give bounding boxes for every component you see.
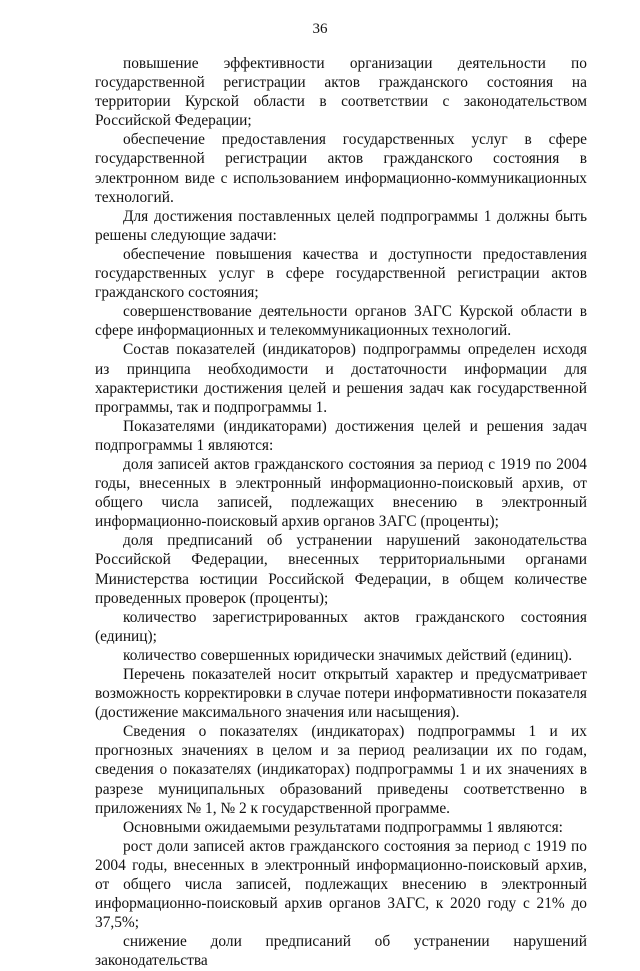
paragraph-indicator-archive-share: доля записей актов гражданского состояния за период с 1919 по 2004 годы, внесенных в электронный информационно-поисковый архив, от общего числа записей, подлежащих внесению в электронный информационно-поисковый архив органов ЗАГС (проценты); xyxy=(95,455,587,531)
paragraph-indicator-registered-acts: количество зарегистрированных актов гражданского состояния (единиц); xyxy=(95,608,587,645)
paragraph-task-quality: обеспечение повышения качества и доступности предоставления государственных услуг в сфере государственной регистрации актов гражданского состояния; xyxy=(95,245,587,302)
paragraph-indicators-appendices: Сведения о показателях (индикаторах) подпрограммы 1 и их прогнозных значениях в целом и за период реализации их по годам, сведения о показателях (индикаторах) подпрограммы 1 и их значениях в разрезе муниципальных образований приведены соответственно в приложениях № 1, № 2 к государственной программе. xyxy=(95,723,587,817)
paragraph-task-it: совершенствование деятельности органов ЗАГС Курской области в сфере информационных и телекоммуникационных технологий. xyxy=(95,303,587,340)
paragraph-indicator-prescriptions: доля предписаний об устранении нарушений законодательства Российской Федерации, внесенных территориальными органами Министерства юстиции Российской Федерации, в общем количестве проведенных проверок (проценты); xyxy=(95,532,587,607)
paragraph-indicators-composition: Состав показателей (индикаторов) подпрограммы определен исходя из принципа необходимости и достаточности информации для характеристики достижения целей и решения задач как государственной программы, так и подпрограммы 1. xyxy=(95,341,587,416)
paragraph-goal-electronic-services: обеспечение предоставления государственных услуг в сфере государственной регистрации актов гражданского состояния в электронном виде с использованием информационно-коммуникационных технологий. xyxy=(95,131,587,206)
paragraph-goal-efficiency: повышение эффективности организации деятельности по государственной регистрации актов гражданского состояния на территории Курской области в соответствии с законодательством Российской Федерации; xyxy=(95,55,587,130)
document-body xyxy=(95,54,587,971)
paragraph-tasks-intro: Для достижения поставленных целей подпрограммы 1 должны быть решены следующие задачи: xyxy=(95,207,587,244)
paragraph-results-intro: Основными ожидаемыми результатами подпрограммы 1 являются: xyxy=(123,818,563,836)
page-number: 36 xyxy=(312,21,328,37)
paragraph-result-archive-growth: рост доли записей актов гражданского состояния за период с 1919 по 2004 годы, внесенных в электронный информационно-поисковый архив, от общего числа записей, подлежащих внесению в электронный информационно-поисковый архив органов ЗАГС, к 2020 году с 21% до 37,5%; xyxy=(95,837,587,932)
paragraph-result-prescriptions-decrease: снижение доли предписаний об устранении нарушений законодательства xyxy=(95,933,587,970)
paragraph-indicator-legal-actions: количество совершенных юридически значимых действий (единиц). xyxy=(123,646,573,664)
paragraph-indicators-intro: Показателями (индикаторами) достижения целей и решения задач подпрограммы 1 являются: xyxy=(95,417,587,454)
paragraph-indicators-open-list: Перечень показателей носит открытый характер и предусматривает возможность корректировки в случае потери информативности показателя (достижение максимального значения или насыщения). xyxy=(95,666,587,722)
